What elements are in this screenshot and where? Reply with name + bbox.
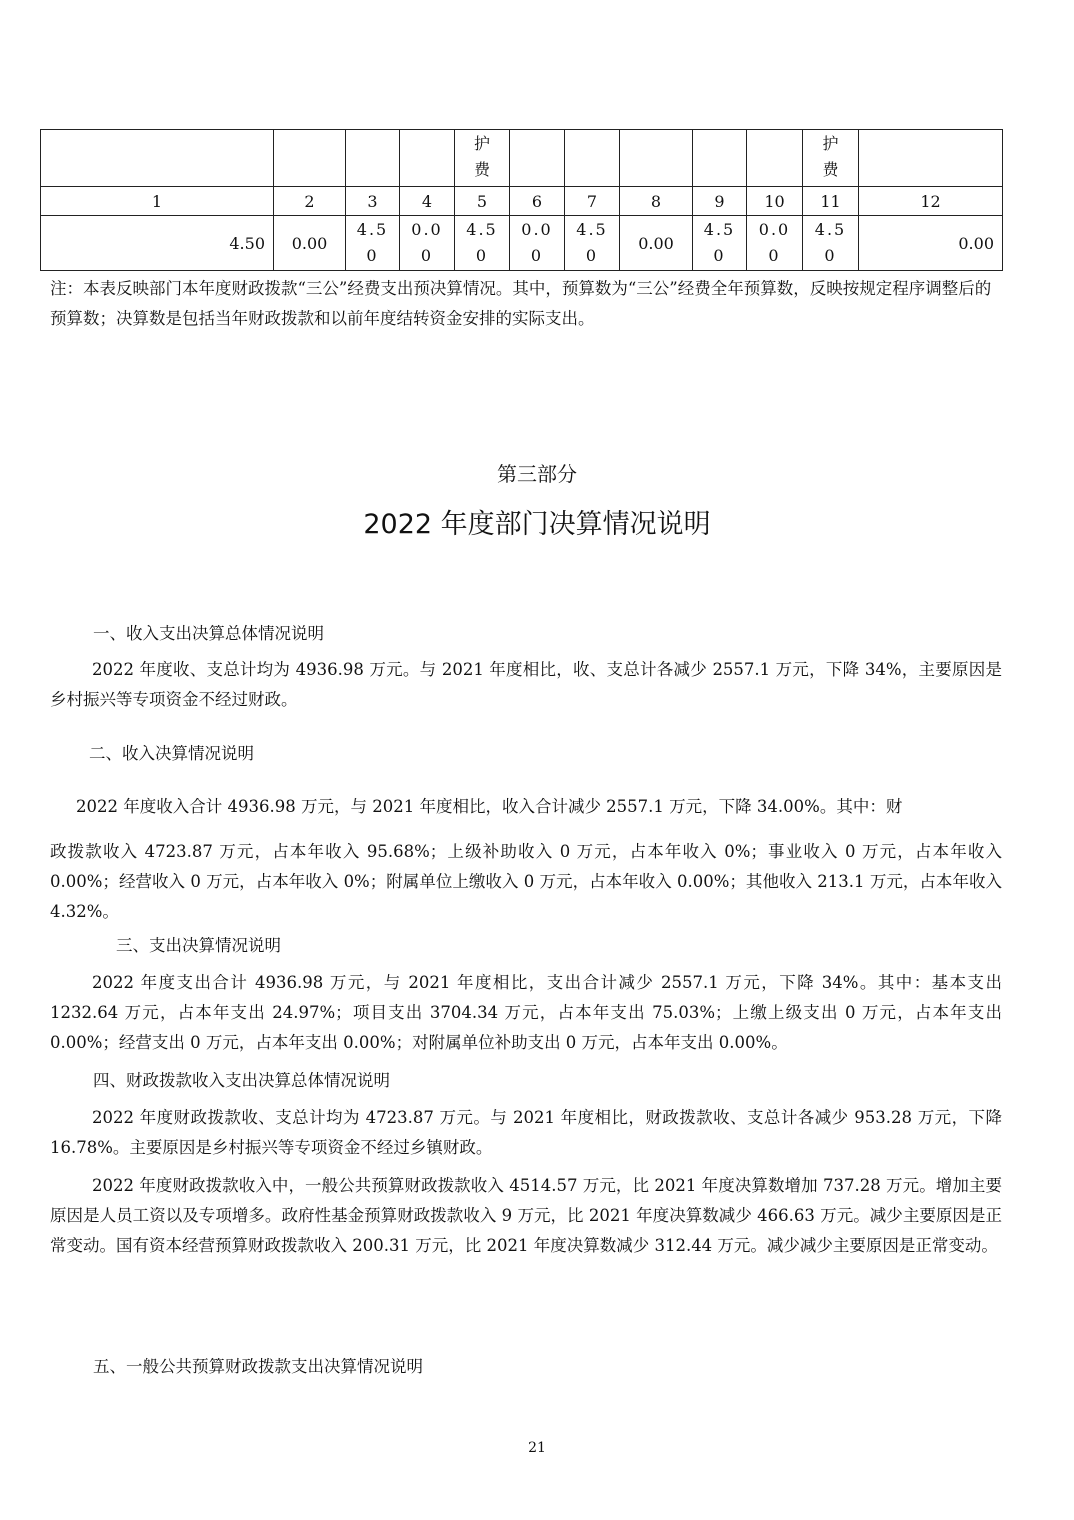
table-row [41,216,1003,271]
column-number: 1 [41,187,274,216]
value-text: 0.0 0 [521,220,553,265]
table-cell [274,130,346,187]
value-text: 4.5 0 [466,220,498,265]
table-cell [400,130,455,187]
value-text: 0.0 0 [411,220,443,265]
table-cell [803,130,859,187]
value-text: 0.0 0 [758,220,791,265]
three-public-expenses-table [40,129,1003,271]
table-cell [346,130,400,187]
value-cell: 4.50 [41,216,274,271]
table-header-row [41,130,1003,187]
column-number: 6 [510,187,565,216]
column-number: 10 [747,187,803,216]
section-paragraph: 政拨款收入 4723.87 万元，占本年收入 95.68%；上级补助收入 0 万元，占本年收入 0%；事业收入 0 万元，占本年收入 0.00%；经营收入 0 万元，占本年收入 0%；附属单位上缴收入 0 万元，占本年收入 0.00%；其他收入 213.1 万元，占本年收入 4.32%。 [50,842,1002,921]
column-number: 2 [274,187,346,216]
column-number: 9 [693,187,747,216]
column-number: 3 [346,187,400,216]
section-heading: 二、收入决算情况说明 [89,744,254,763]
table-cell [693,130,747,187]
table-cell [747,130,803,187]
section-paragraph: 2022 年度财政拨款收、支总计均为 4723.87 万元。与 2021 年度相比，财政拨款收、支总计各减少 953.28 万元，下降 16.78%。主要原因是乡村振兴等专项资金不经过乡镇财政。 [50,1108,1002,1157]
table-cell [620,130,693,187]
column-number-row [41,187,1003,216]
part-label: 第三部分 [497,462,577,486]
value-cell [510,216,565,271]
page-number: 21 [528,1440,546,1456]
section-paragraph: 2022 年度财政拨款收入中，一般公共预算财政拨款收入 4514.57 万元，比 2021 年度决算数增加 737.28 万元。增加主要原因是人员工资以及专项增多。政府性基金预算财政拨款收入 9 万元，比 2021 年度决算数减少 466.63 万元。减少主要原因是正常变动。国有资本经营预算财政拨款收入 200.31 万元，比 2021 年度决算数减少 312.44 万元。减少减少主要原因是正常变动。 [50,1176,1002,1255]
table-cell [510,130,565,187]
column-number: 12 [859,187,1003,216]
table-cell [565,130,620,187]
value-cell [747,216,803,271]
value-cell [693,216,747,271]
value-text: 4.5 0 [576,220,608,265]
value-text: 4.5 0 [703,220,736,265]
section-heading: 四、财政拨款收入支出决算总体情况说明 [93,1071,390,1090]
table-cell [859,130,1003,187]
section-heading: 五、一般公共预算财政拨款支出决算情况说明 [93,1357,423,1376]
value-cell: 0.00 [859,216,1003,271]
header-fragment: 护 费 [822,134,839,179]
column-number: 8 [620,187,693,216]
section-paragraph: 2022 年度支出合计 4936.98 万元，与 2021 年度相比，支出合计减少 2557.1 万元，下降 34%。其中：基本支出 1232.64 万元，占本年支出 24.97%；项目支出 3704.34 万元，占本年支出 75.03%；上缴上级支出 0 万元，占本年支出 0.00%；经营支出 0 万元，占本年支出 0.00%；对附属单位补助支出 0 万元，占本年支出 0.00%。 [50,973,1002,1052]
value-text: 4.5 0 [356,220,389,265]
value-cell [803,216,859,271]
section-heading: 一、收入支出决算总体情况说明 [93,624,324,643]
value-cell [455,216,510,271]
table-note: 注：本表反映部门本年度财政拨款“三公”经费支出预决算情况。其中，预算数为“三公”经费全年预算数，反映按规定程序调整后的预算数；决算数是包括当年财政拨款和以前年度结转资金安排的实际支出。 [50,279,992,328]
section-paragraph: 2022 年度收入合计 4936.98 万元，与 2021 年度相比，收入合计减少 2557.1 万元，下降 34.00%。其中：财 [76,797,903,816]
document-title: 2022 年度部门决算情况说明 [363,509,711,540]
section-paragraph: 2022 年度收、支总计均为 4936.98 万元。与 2021 年度相比，收、支总计各减少 2557.1 万元，下降 34%，主要原因是乡村振兴等专项资金不经过财政。 [50,660,1002,709]
column-number: 7 [565,187,620,216]
value-cell [565,216,620,271]
value-cell: 0.00 [274,216,346,271]
column-number: 11 [803,187,859,216]
column-number: 5 [455,187,510,216]
table-cell [455,130,510,187]
value-cell [400,216,455,271]
value-text: 4.5 0 [814,220,847,265]
value-cell: 0.00 [620,216,693,271]
column-number: 4 [400,187,455,216]
table-cell [41,130,274,187]
value-cell [346,216,400,271]
section-heading: 三、支出决算情况说明 [116,936,281,955]
header-fragment: 护 费 [473,134,490,179]
